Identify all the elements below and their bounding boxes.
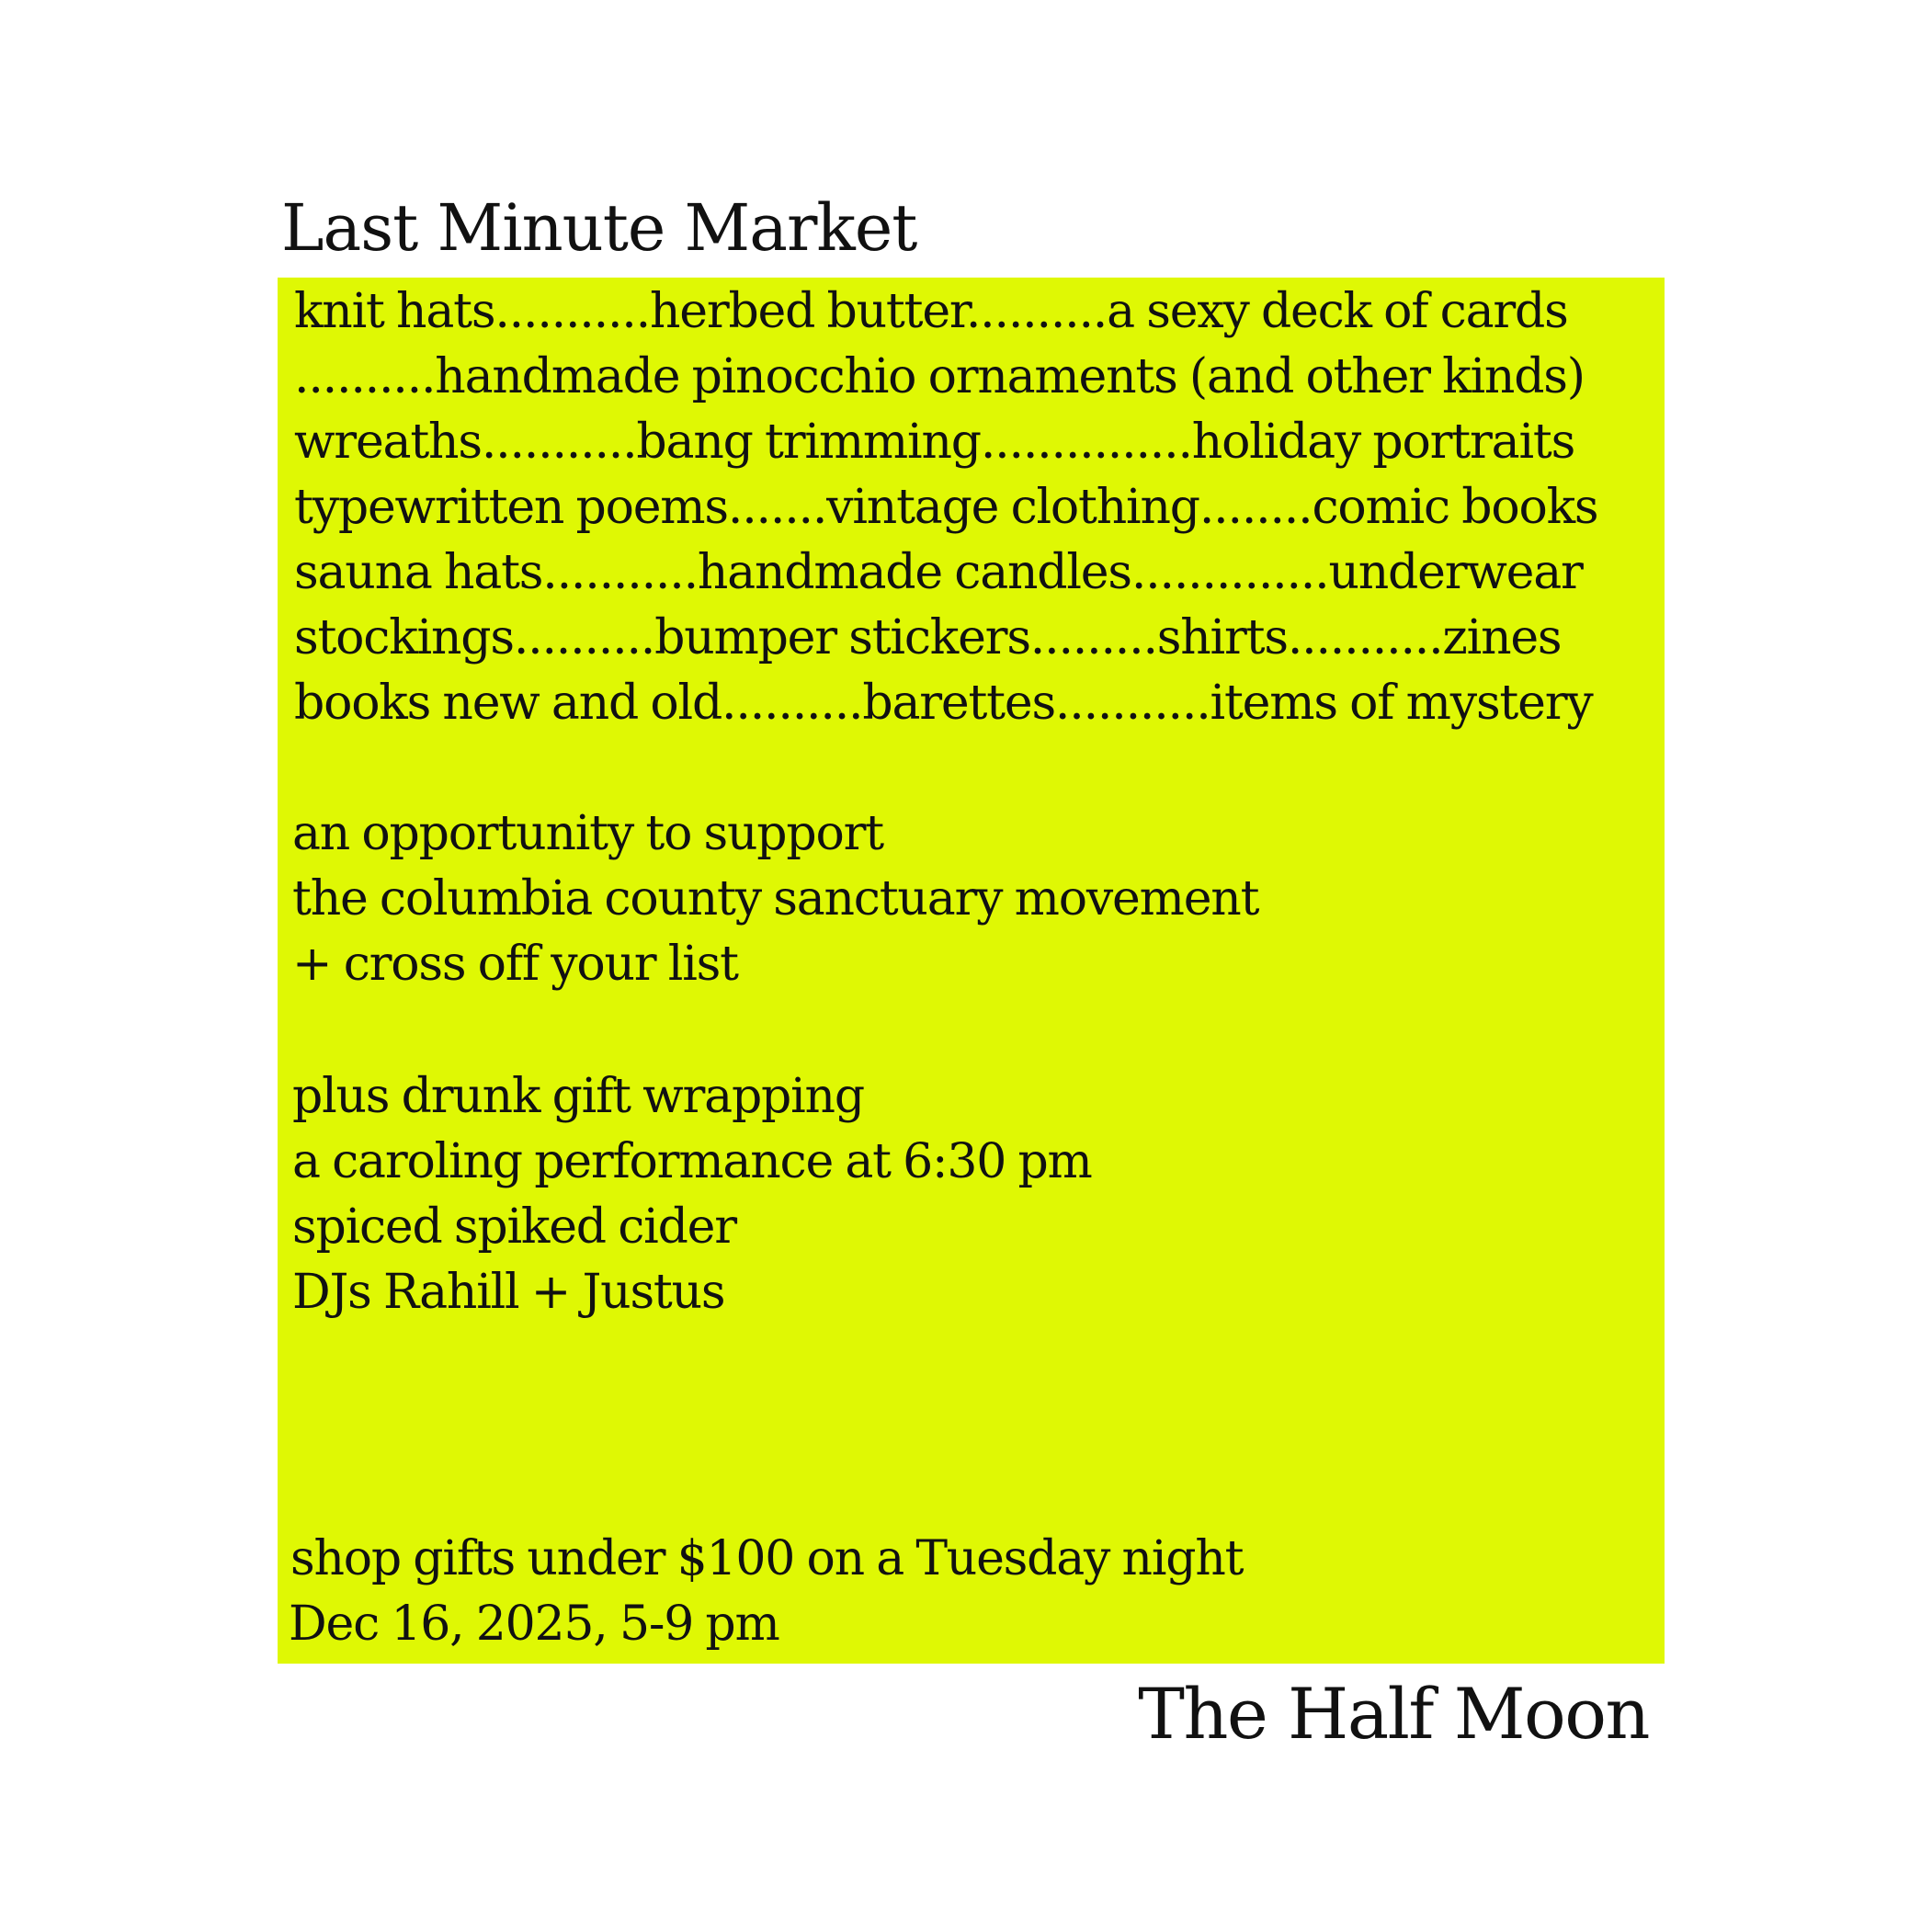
item-line: stockings..........bumper stickers.........shirts...........zines (294, 610, 1562, 665)
extras-line: DJs Rahill + Justus (292, 1265, 725, 1320)
event-title: Last Minute Market (281, 190, 917, 266)
cause-line: the columbia county sanctuary movement (292, 871, 1259, 926)
item-line: ..........handmade pinocchio ornaments (and other kinds) (294, 349, 1585, 404)
item-line: typewritten poems.......vintage clothing........comic books (294, 480, 1598, 535)
item-line: wreaths...........bang trimming...............holiday portraits (294, 415, 1575, 470)
venue-name: The Half Moon (1138, 1673, 1649, 1755)
date-line: Dec 16, 2025, 5-9 pm (289, 1597, 779, 1652)
extras-line: spiced spiked cider (292, 1199, 736, 1255)
extras-line: plus drunk gift wrapping (292, 1069, 864, 1124)
details-line: shop gifts under $100 on a Tuesday night (290, 1531, 1244, 1586)
item-line: books new and old..........barettes...........items of mystery (294, 676, 1593, 731)
cause-line: an opportunity to support (292, 806, 883, 861)
event-panel (278, 278, 1665, 1664)
item-line: knit hats...........herbed butter..........a sexy deck of cards (294, 284, 1568, 339)
cause-line: + cross off your list (292, 937, 738, 992)
extras-line: a caroling performance at 6:30 pm (292, 1134, 1092, 1189)
item-line: sauna hats...........handmade candles..............underwear (294, 545, 1583, 600)
